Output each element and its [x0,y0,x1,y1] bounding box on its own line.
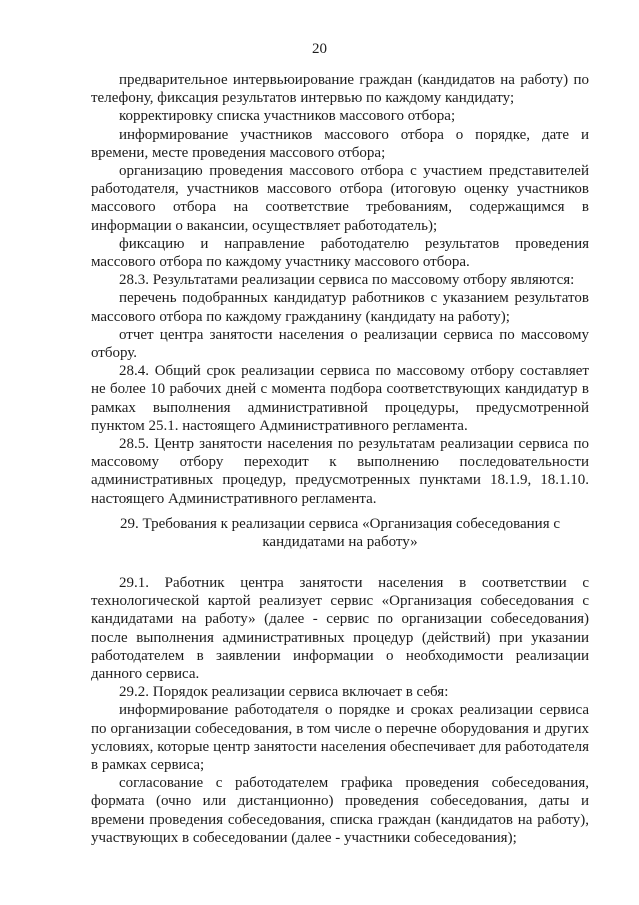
section-heading: 29. Требования к реализации сервиса «Организация собеседования с кандидатами на работу» [119,516,561,551]
paragraph: информирование участников массового отбора о порядке, дате и времени, месте проведения массового отбора; [91,126,589,161]
paragraph: 28.5. Центр занятости населения по результатам реализации сервиса по массовому отбору переходит к выполнению последовательности административных процедур, предусмотренных пунктами 18.1.9, 18.1.10. настоящего Административного регламента. [91,436,589,507]
paragraph: предварительное интервьюирование граждан (кандидатов на работу) по телефону, фиксация результатов интервью по каждому кандидату; [91,72,589,107]
lower-text-block [91,574,589,847]
paragraph: 29.1. Работник центра занятости населения в соответствии с технологической картой реализует сервис «Организация собеседования с кандидатами на работу» (далее - сервис по организации собеседования) после выполнения административных процедур (действий) при указании работодателем в заявлении информации о необходимости реализации данного сервиса. [91,575,589,683]
upper-text-block [91,71,589,508]
paragraph: согласование с работодателем графика проведения собеседования, формата (очно или дистанционно) проведения собеседования, даты и времени проведения собеседования, списка граждан (кандидатов на работу), участвующих в собеседовании (далее - участники собеседования); [91,775,589,846]
paragraph: фиксацию и направление работодателю результатов проведения массового отбора по каждому участнику массового отбора. [91,235,589,271]
paragraph: организацию проведения массового отбора с участием представителей работодателя, участников массового отбора (итоговую оценку участников массового отбора на соответствие требованиям, содержащимся в информации о вакансии, осуществляет работодатель); [91,163,589,234]
paragraph: 28.3. Результатами реализации сервиса по массовому отбору являются: [119,272,575,289]
paragraph: 29.2. Порядок реализации сервиса включает в себя: [119,684,449,701]
paragraph: информирование работодателя о порядке и сроках реализации сервиса по организации собеседования, в том числе о перечне оборудования и других условиях, которые центр занятости населения обеспечивает для работодателя в рамках сервиса; [91,702,589,774]
paragraph: корректировку списка участников массового отбора; [119,108,456,125]
page-number: 20 [312,41,327,57]
paragraph: перечень подобранных кандидатур работников с указанием результатов массового отбора по каждому гражданину (кандидату на работу); [91,290,589,325]
paragraph: 28.4. Общий срок реализации сервиса по массовому отбору составляет не более 10 рабочих дней с момента подбора соответствующих кандидатур в рамках выполнения административной процедуры, предусмотренной пунктом 25.1. настоящего Административного регламента. [91,363,589,434]
paragraph: отчет центра занятости населения о реализации сервиса по массовому отбору. [91,326,589,362]
